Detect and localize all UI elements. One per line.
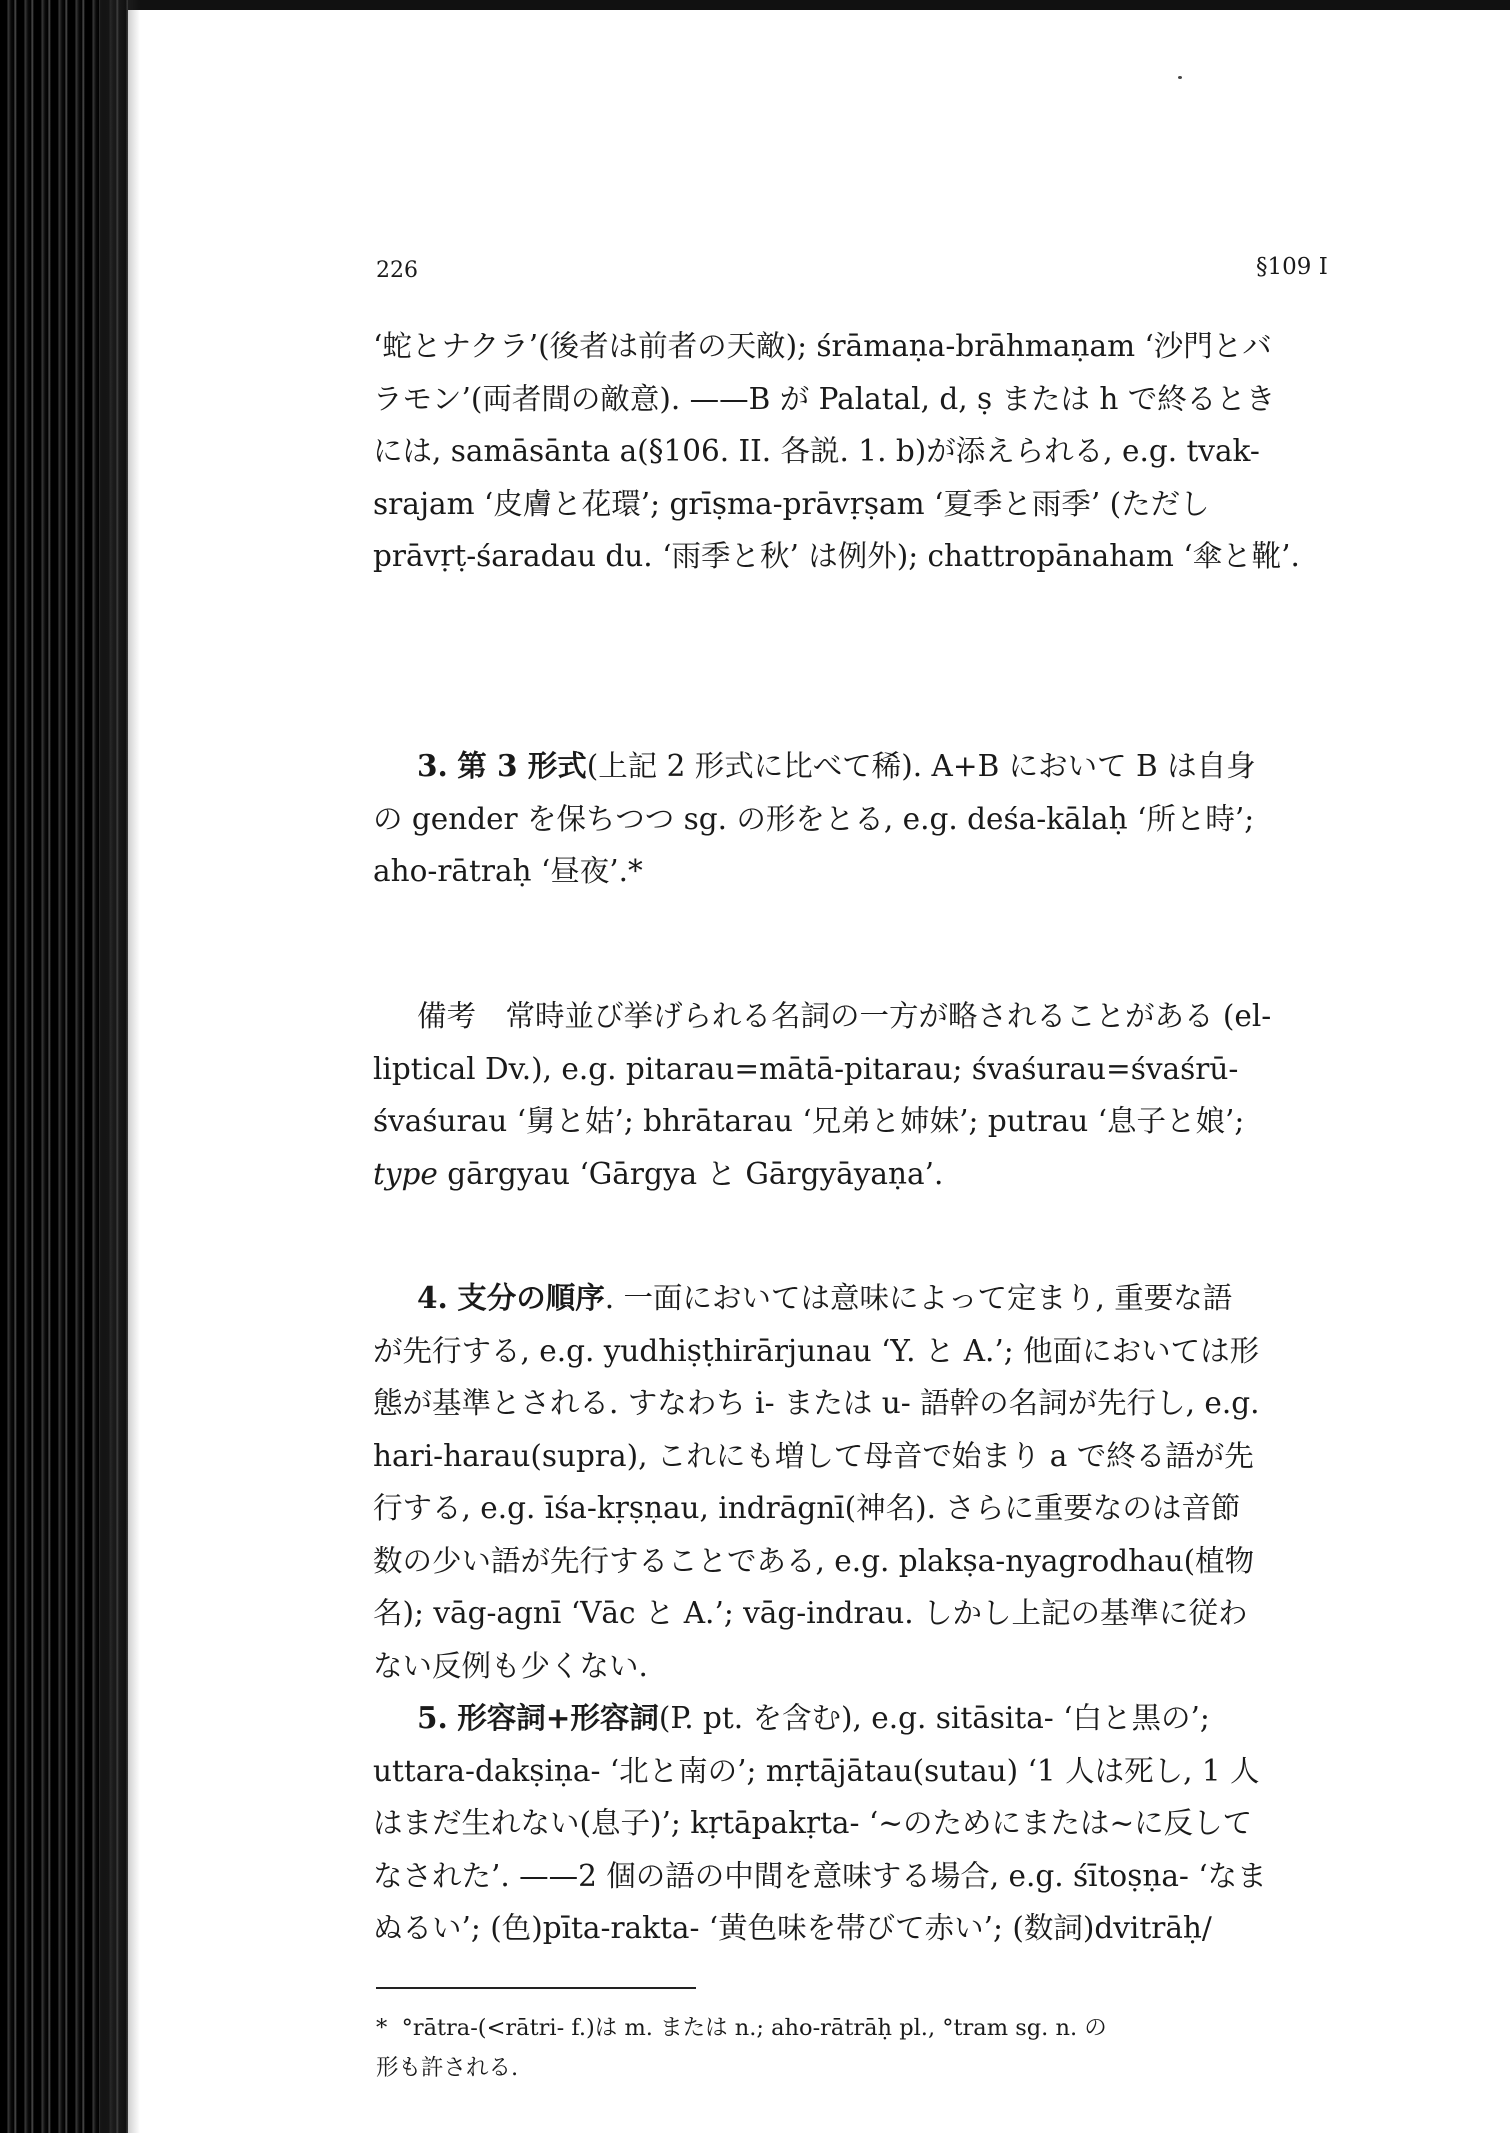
remark-last-line xyxy=(373,1148,1341,1201)
scan-speck xyxy=(1178,76,1182,79)
text-line: が先行する, e.g. yudhiṣṭhirārjunau ‘Y. と A.’; 他面においては形 xyxy=(373,1333,1260,1368)
remark-first-line: 備考 常時並び挙げられる名詞の一方が略されることがある (el- xyxy=(417,999,1272,1033)
item-4-first-line xyxy=(373,1272,1341,1325)
footnote-text: °rātra-(<rātri- f.)は m. または n.; aho-rātrāḥ pl., °tram sg. n. の xyxy=(401,2015,1107,2041)
footnote xyxy=(376,2008,1341,2088)
text-line: uttara-dakṣiṇa- ‘北と南の’; mṛtājātau(sutau) ‘1 人は死し, 1 人 xyxy=(373,1753,1260,1788)
text-line: 態が基準とされる. すなわち i- または u- 語幹の名詞が先行し, e.g. xyxy=(373,1386,1260,1420)
text-line: はまだ生れない(息子)’; kṛtāpakṛta- ‘~のためにまたは~に反して xyxy=(373,1806,1253,1840)
text-line: prāvṛṭ-śaradau du. ‘雨季と秋’ は例外); chattropānaham ‘傘と靴’. xyxy=(373,539,1300,573)
item-3-first-line xyxy=(373,740,1341,793)
text-line: srajam ‘皮膚と花環’; grīṣma-prāvṛṣam ‘夏季と雨季’ (ただし xyxy=(373,486,1210,521)
text-line: liptical Dv.), e.g. pitarau=mātā-pitarau; śvaśurau=śvaśrū- xyxy=(373,1051,1239,1086)
text-line: ‘蛇とナクラ’(後者は前者の天敵); śrāmaṇa-brāhmaṇam ‘沙門とバ xyxy=(373,329,1272,363)
text-line: hari-harau(supra), これにも増して母音で始まり a で終る語が先 xyxy=(373,1438,1254,1473)
text-line: aho-rātraḥ ‘昼夜’.* xyxy=(373,854,643,888)
book-spine-gradient xyxy=(100,0,140,2133)
item-5-first-line xyxy=(373,1692,1341,1745)
remark-paragraph xyxy=(373,990,1341,1200)
text-line: には, samāsānta a(§106. II. 各説. 1. b)が添えられる, e.g. tvak- xyxy=(373,434,1260,468)
text-line: ラモン’(両者間の敵意). ——B が Palatal, d, ṣ または h で終るとき xyxy=(373,381,1276,416)
item-4-heading: 支分の順序 xyxy=(457,1280,605,1315)
continued-paragraph xyxy=(373,320,1341,583)
item-3-heading: 第 3 形式 xyxy=(457,748,587,783)
page-number: 226 xyxy=(376,258,418,283)
text-line: の gender を保ちつつ sg. の形をとる, e.g. deśa-kālaḥ ‘所と時’; xyxy=(373,801,1255,836)
item-4-lead: . 一面においては意味によって定まり, 重要な語 xyxy=(604,1281,1233,1315)
footnote-line xyxy=(376,2008,1341,2048)
item-4-paragraph xyxy=(373,1272,1341,1692)
text-line: 行する, e.g. īśa-kṛṣṇau, indrāgnī(神名). さらに重要なのは音節 xyxy=(373,1491,1241,1525)
type-word: type xyxy=(373,1156,438,1191)
footnote-line: 形も許される. xyxy=(376,2055,519,2081)
footnote-divider xyxy=(376,1987,696,1989)
item-5-heading: 形容詞+形容詞 xyxy=(457,1700,659,1735)
text-line: なされた’. ——2 個の語の中間を意味する場合, e.g. śītoṣṇa- ‘なま xyxy=(373,1858,1267,1893)
item-3-number: 3. xyxy=(417,748,448,783)
item-3-paragraph xyxy=(373,740,1341,898)
section-reference: §109 I xyxy=(1256,254,1328,280)
text-line: 名); vāg-agnī ‘Vāc と A.’; vāg-indrau. しかし上記の基準に従わ xyxy=(373,1596,1248,1630)
scan-top-edge xyxy=(0,0,1510,10)
item-5-number: 5. xyxy=(417,1700,448,1735)
footnote-marker: * xyxy=(376,2015,388,2041)
item-5-paragraph xyxy=(373,1692,1341,1955)
remark-last-text: gārgyau ‘Gārgya と Gārgyāyaṇa’. xyxy=(437,1156,944,1191)
text-line: 数の少い語が先行することである, e.g. plakṣa-nyagrodhau(植物 xyxy=(373,1543,1255,1578)
text-line: ぬるい’; (色)pīta-rakta- ‘黄色味を帯びて赤い’; (数詞)dvitrāḥ/ xyxy=(373,1911,1212,1945)
item-4-number: 4. xyxy=(417,1280,448,1315)
item-5-lead: (P. pt. を含む), e.g. sitāsita- ‘白と黒の’; xyxy=(658,1701,1210,1735)
text-line: ない反例も少くない. xyxy=(373,1648,648,1683)
text-line: śvaśurau ‘舅と姑’; bhrātarau ‘兄弟と姉妹’; putrau ‘息子と娘’; xyxy=(373,1104,1245,1138)
item-3-lead: (上記 2 形式に比べて稀). A+B において B は自身 xyxy=(586,749,1256,783)
